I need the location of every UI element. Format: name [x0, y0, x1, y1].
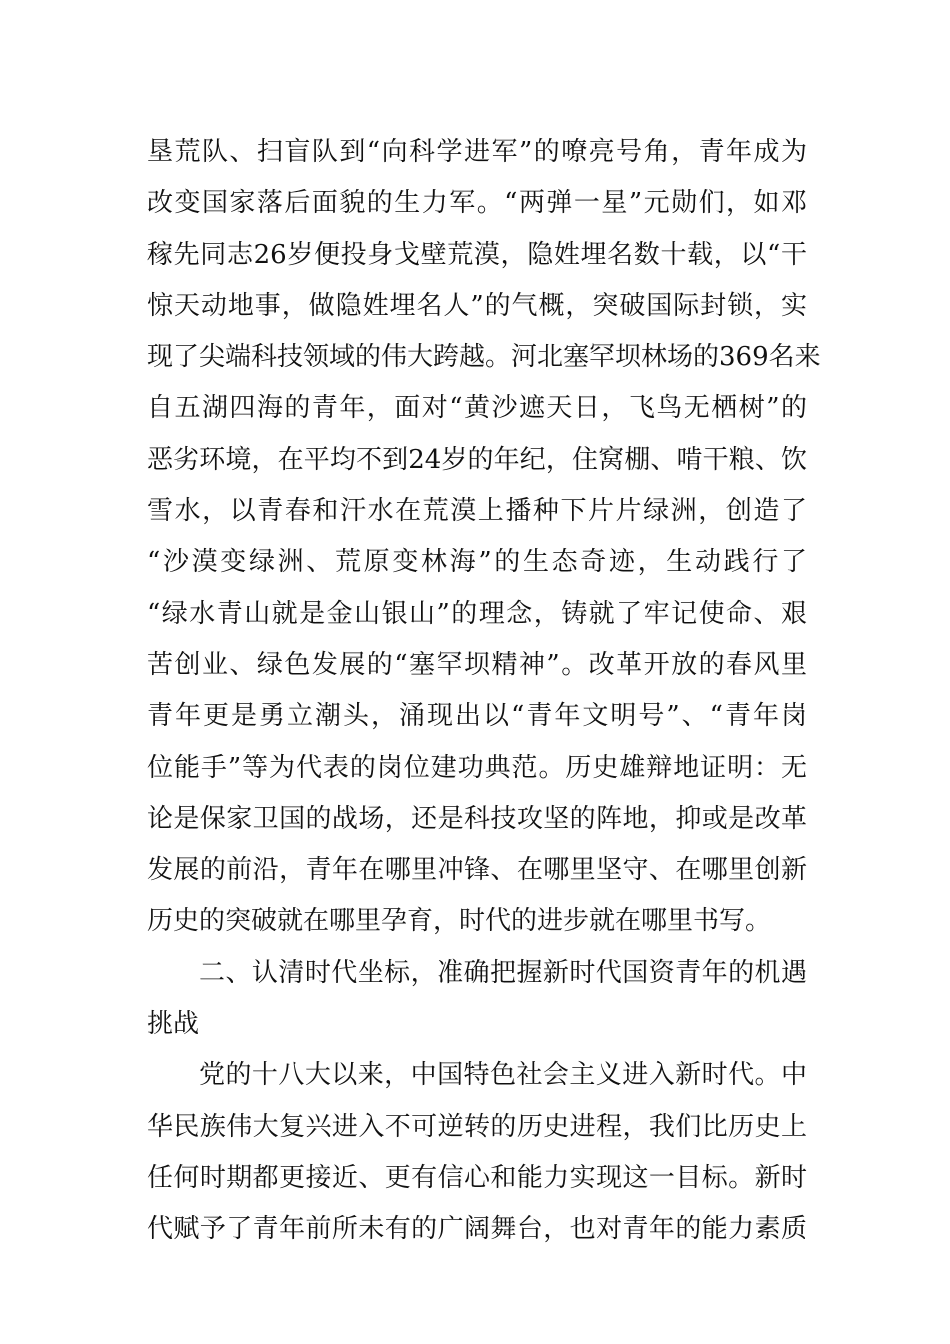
text-line: 发展的前沿，青年在哪里冲锋、在哪里坚守、在哪里创新 [147, 855, 807, 886]
text-line: 稼先同志26岁便投身戈壁荒漠，隐姓埋名数十载，以“干 [147, 239, 807, 270]
text-line: 代赋予了青年前所未有的广阔舞台，也对青年的能力素质 [147, 1214, 807, 1245]
text-line: 位能手”等为代表的岗位建功典范。历史雄辩地证明：无 [147, 752, 807, 783]
text-line: 雪水，以青春和汗水在荒漠上播种下片片绿洲，创造了 [147, 496, 807, 527]
text-line: 苦创业、绿色发展的“塞罕坝精神”。改革开放的春风里 [147, 649, 807, 680]
text-line: 青年更是勇立潮头，涌现出以“青年文明号”、“青年岗 [147, 701, 807, 732]
text-line: “沙漠变绿洲、荒原变林海”的生态奇迹，生动践行了 [147, 547, 807, 578]
text-line: 论是保家卫国的战场，还是科技攻坚的阵地，抑或是改革 [147, 803, 807, 834]
text-line: 历史的突破就在哪里孕育，时代的进步就在哪里书写。 [147, 906, 772, 937]
text-line: 恶劣环境，在平均不到24岁的年纪，住窝棚、啃干粮、饮 [147, 444, 807, 475]
section-heading-continued: 挑战 [147, 1009, 200, 1040]
text-line: “绿水青山就是金山银山”的理念，铸就了牢记使命、艰 [147, 598, 807, 629]
text-line: 改变国家落后面貌的生力军。“两弹一星”元勋们，如邓 [147, 188, 807, 219]
paragraph-start: 党的十八大以来，中国特色社会主义进入新时代。中 [199, 1060, 807, 1091]
text-line: 惊天动地事，做隐姓埋名人”的气概，突破国际封锁，实 [147, 290, 807, 321]
text-line: 现了尖端科技领域的伟大跨越。河北塞罕坝林场的369名来 [147, 342, 821, 373]
text-line: 任何时期都更接近、更有信心和能力实现这一目标。新时 [147, 1162, 807, 1193]
body-text [147, 127, 821, 1256]
text-line: 华民族伟大复兴进入不可逆转的历史进程，我们比历史上 [147, 1111, 807, 1142]
section-heading: 二、认清时代坐标，准确把握新时代国资青年的机遇 [199, 957, 807, 988]
text-line: 垦荒队、扫盲队到“向科学进军”的嘹亮号角，青年成为 [147, 137, 807, 167]
text-line: 自五湖四海的青年，面对“黄沙遮天日，飞鸟无栖树”的 [147, 393, 807, 424]
